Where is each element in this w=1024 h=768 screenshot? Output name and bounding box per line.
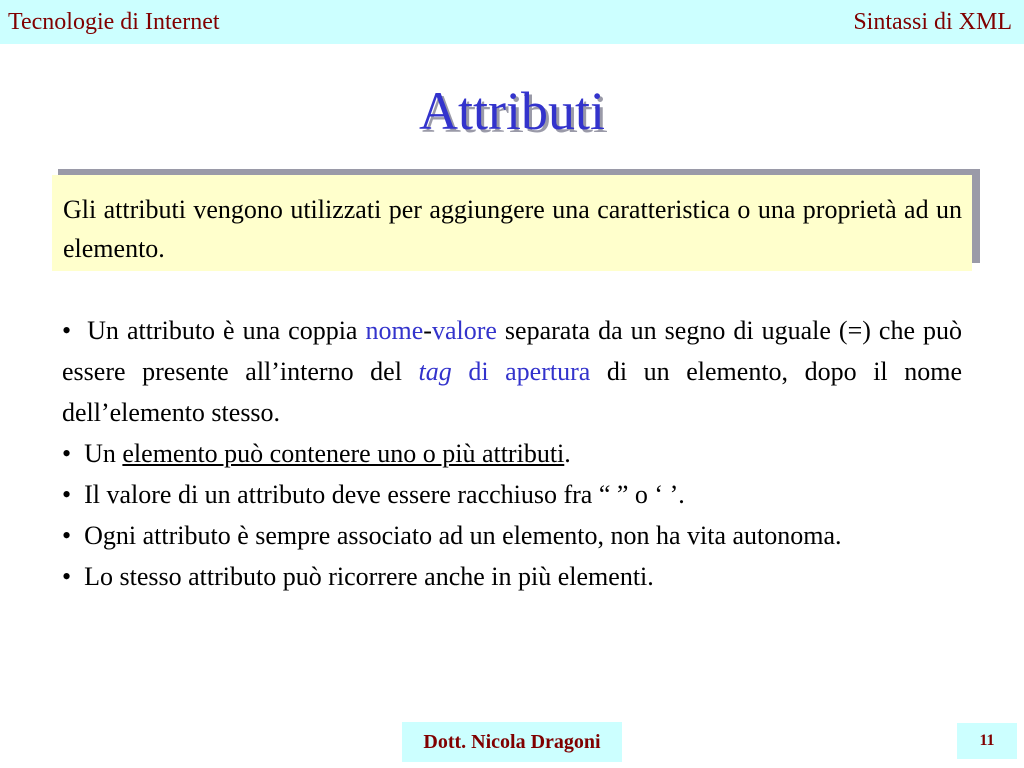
bullet-text: Ogni attributo è sempre associato ad un elemento, non ha vita autonoma. — [84, 521, 842, 550]
underlined-text: elemento può contenere uno o più attributi — [122, 439, 565, 468]
term-tag: tag — [418, 357, 452, 386]
dash: - — [423, 316, 432, 345]
section-title: Sintassi di XML — [853, 9, 1012, 35]
list-item — [62, 474, 962, 515]
bullet-text: Il valore di un attributo deve essere racchiuso fra “ ” o ‘ ’. — [84, 480, 685, 509]
list-item — [62, 515, 962, 556]
bullet-text: . — [564, 439, 571, 468]
course-title: Tecnologie di Internet — [8, 9, 220, 35]
bullet-text: separata da un segno di uguale (=) che può essere presente all’interno del — [62, 316, 963, 386]
bullet-text: Lo stesso attributo può ricorrere anche in più elementi. — [84, 562, 654, 591]
bullet-text: di un elemento, dopo il nome dell’elemento stesso. — [62, 357, 962, 427]
bullet-marker: • — [62, 439, 72, 468]
definition-box: Gli attributi vengono utilizzati per aggiungere una caratteristica o una proprietà ad un elemento. — [52, 175, 972, 271]
term-apertura: di apertura — [451, 357, 591, 386]
bullet-marker: • — [62, 316, 72, 345]
bullet-marker: • — [62, 480, 72, 509]
bullet-list — [62, 310, 962, 597]
list-item — [62, 556, 962, 597]
bullet-marker: • — [62, 521, 72, 550]
page-number: 11 — [957, 723, 1017, 759]
list-item — [62, 310, 962, 433]
bullet-text: Un — [84, 439, 123, 468]
author-label: Dott. Nicola Dragoni — [402, 722, 622, 762]
header-bar — [0, 0, 1024, 44]
list-item — [62, 433, 962, 474]
term-valore: valore — [431, 316, 497, 345]
term-nome: nome — [365, 316, 424, 345]
slide-title: Attributi — [419, 81, 605, 141]
bullet-marker: • — [62, 562, 72, 591]
bullet-text: Un attributo è una coppia — [87, 316, 366, 345]
